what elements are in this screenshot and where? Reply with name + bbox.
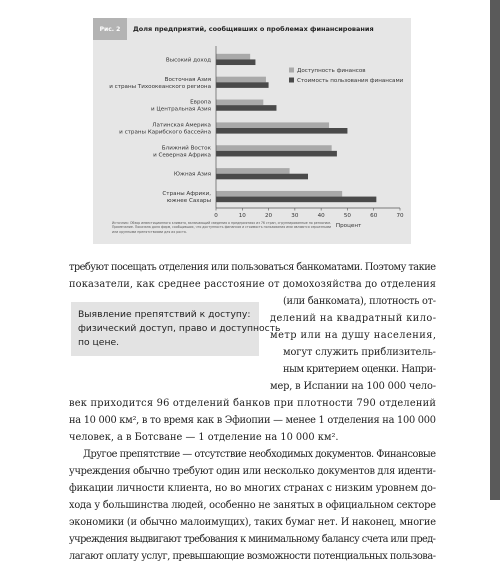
bar bbox=[216, 77, 266, 83]
x-tick-label: 50 bbox=[343, 213, 351, 219]
body-line: требуют посещать отделения или пользоваться банкоматами. Поэтому такие bbox=[69, 262, 436, 273]
body-line: показатели, как среднее расстояние от домохозяйства до отделения bbox=[69, 279, 437, 290]
bar bbox=[216, 128, 347, 134]
category-label: Высокий доход bbox=[165, 57, 211, 64]
x-axis-label: Процент bbox=[335, 223, 362, 229]
category-label: Южная Азия bbox=[173, 171, 211, 178]
category-label: Латинская Америка и страны Карибского бассейна bbox=[119, 122, 211, 136]
body-line: фикации личности клиента, но во многих странах с низким уровнем до- bbox=[69, 483, 436, 494]
body-line: человек, а в Ботсване — 1 отделение на 10 000 км². bbox=[69, 432, 339, 443]
body-line: метр или на душу населения, bbox=[270, 330, 437, 341]
callout-line: по цене. bbox=[78, 337, 120, 348]
category-label: Европа и Центральная Азия bbox=[151, 99, 211, 113]
page-edge-shadow bbox=[490, 0, 500, 500]
body-line: ным критерием оценки. Напри- bbox=[283, 364, 436, 375]
x-tick-label: 70 bbox=[396, 213, 404, 219]
figure-title: Доля предприятий, сообщивших о проблемах финансирования bbox=[133, 25, 374, 33]
bar bbox=[216, 191, 342, 197]
body-line: учреждения выдвигают требования к минимальному балансу счета или пред- bbox=[69, 534, 436, 545]
bar bbox=[216, 122, 329, 128]
bar bbox=[216, 151, 337, 157]
x-tick-label: 40 bbox=[317, 213, 325, 219]
callout-line: Выявление препятствий к доступу: bbox=[78, 309, 251, 320]
category-label: Ближний Восток и Северная Африка bbox=[153, 145, 211, 159]
body-line: делений на квадратный кило- bbox=[270, 313, 437, 324]
figure-note-line: Примечание. Показана доля фирм, сообщивших, что доступность финансов и стоимость пользования ими являются серьезными bbox=[112, 225, 332, 230]
callout-line: физический доступ, право и доступность bbox=[78, 323, 281, 334]
legend-swatch bbox=[289, 78, 294, 83]
x-tick-label: 60 bbox=[370, 213, 378, 219]
bar-chart bbox=[93, 18, 411, 244]
body-line: учреждения обычно требуют один или несколько документов для иденти- bbox=[69, 466, 436, 477]
bar bbox=[216, 145, 332, 151]
x-tick-label: 10 bbox=[238, 213, 246, 219]
category-label: Страны Африки, южнее Сахары bbox=[162, 191, 211, 205]
category-label: Восточная Азия и страны Тихоокеанского региона bbox=[109, 76, 211, 90]
body-line: век приходится 96 отделений банков при плотности 790 отделений bbox=[69, 398, 437, 409]
body-line: хода у большинства людей, особенно не занятых в официальном секторе bbox=[69, 500, 436, 511]
figure-number: Рис. 2 bbox=[93, 18, 127, 40]
body-line: лагают оплату услуг, превышающие возможности потенциальных пользова- bbox=[69, 551, 436, 562]
legend-swatch bbox=[289, 68, 294, 73]
margin-callout bbox=[71, 302, 281, 356]
legend-label: Стоимость пользования финансами bbox=[297, 78, 404, 84]
body-line: экономики (и обычно малоимущих), таких бумаг нет. И наконец, многие bbox=[69, 517, 436, 528]
figure-note bbox=[112, 221, 406, 234]
x-tick-label: 0 bbox=[214, 213, 218, 219]
bar bbox=[216, 105, 276, 111]
figure-panel bbox=[93, 18, 411, 244]
figure-note-line: или крупными препятствиями для их роста. bbox=[112, 229, 187, 234]
body-line: Другое препятствие — отсутствие необходимых документов. Финансовые bbox=[83, 449, 436, 460]
body-line: могут служить приблизитель- bbox=[283, 347, 436, 358]
legend-label: Доступность финансов bbox=[297, 68, 366, 74]
bar bbox=[216, 59, 255, 65]
bar bbox=[216, 100, 263, 106]
bar bbox=[216, 168, 290, 174]
bar bbox=[216, 82, 269, 88]
x-tick-label: 20 bbox=[265, 213, 273, 219]
x-tick-label: 30 bbox=[291, 213, 299, 219]
body-line: мер, в Испании на 100 000 чело- bbox=[270, 381, 436, 392]
body-line: на 10 000 км², в то время как в Эфиопии — менее 1 отделения на 100 000 bbox=[69, 415, 436, 426]
bar bbox=[216, 197, 376, 203]
figure-note-line: Источник: Обзор инвестиционного климата, включающий сведения о предприятиях из 76 стран, сгруппированные по регионам. bbox=[112, 221, 331, 225]
body-line: (или банкомата), плотность от- bbox=[283, 296, 436, 307]
bar bbox=[216, 174, 308, 180]
bar bbox=[216, 54, 250, 60]
